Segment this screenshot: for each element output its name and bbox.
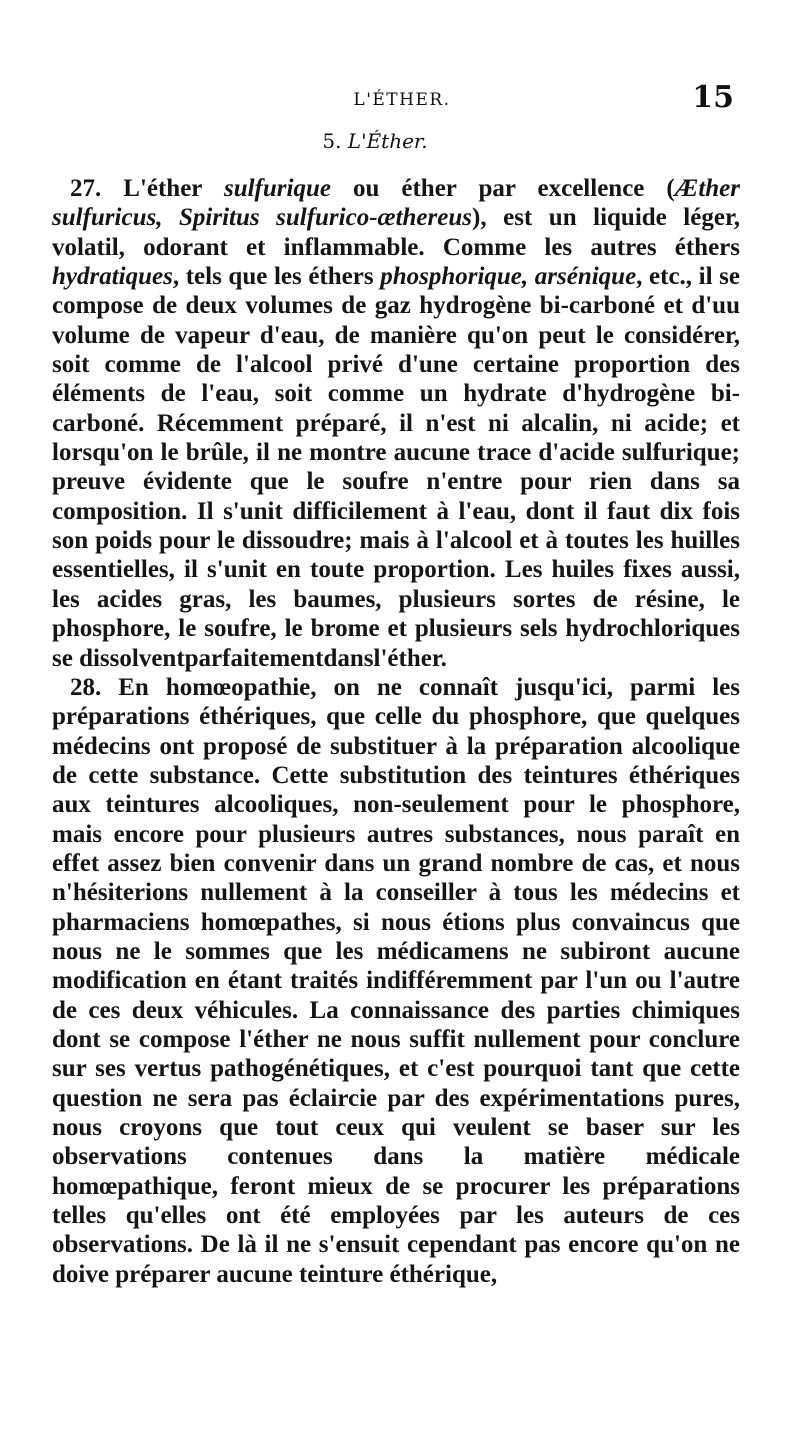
paragraph-text: En homœopathie, on ne connaît jusqu'ici, parmi les préparations éthériques, que celle du phosphore, que quelques médecins ont proposé de substituer à la préparation alcoolique de cette substance. Cette substitution des teintures éthériques aux teintures alcooliques, non-seulement pour le phosphore, mais encore pour plusieurs autres substances, nous paraît en effet assez bien convenir dans un grand nombre de cas, et nous n'hésiterions nullement à la conseiller à tous les médecins et pharmaciens homœpathes, si nous étions plus convaincus que nous ne le sommes que les médicamens ne subiront aucune modification en étant traités indifféremment par l'un ou l'autre de ces deux véhicules. La connaissance des parties chimiques dont se compose l'éther ne nous suffit nullement pour conclure sur ses vertus pathogénétiques, et c'est pourquoi tant que cette question ne sera pas éclaircie par des expérimentations pures, nous croyons que tout ceux qui veulent se baser sur les observations contenues dans la matière médicale homœpathique, feront mieux de se procurer les préparations telles qu'elles ont été employées par les auteurs de ces observations. De là il ne s'ensuit cependant pas encore qu'on ne doive préparer aucune teinture éthérique, — [52, 673, 741, 1288]
paragraph-number: 28. — [70, 673, 102, 701]
section-title: L'Éther. — [347, 129, 428, 153]
paragraph-27 — [52, 174, 740, 673]
italic-term: sulfurique — [223, 175, 331, 202]
paragraph-text: , etc., il se compose de deux volumes de gaz hydrogène bi-carboné et d'uu volume de vapeur d'eau, de manière qu'on peut le considérer, soit comme de l'alcool privé d'une certaine proportion des éléments de l'eau, soit comme un hydrate d'hydrogène bi-carboné. Récemment préparé, il n'est ni alcalin, ni acide; et lorsqu'on le brûle, il ne montre aucune trace d'acide sulfurique; preuve évidente que le soufre n'entre pour rien dans sa composition. Il s'unit difficilement à l'eau, dont il faut dix fois son poids pour le dissoudre; mais à l'alcool et à toutes les huilles essentielles, il s'unit en toute proportion. Les huiles fixes aussi, les acides gras, les baumes, plusieurs sortes de résine, le phosphore, le soufre, le brome et plusieurs sels hydrochloriques se dissolventparfaitementdansl'éther. — [52, 263, 740, 672]
paragraph-28 — [52, 673, 740, 1289]
section-heading — [0, 129, 800, 153]
paragraph-text: L'éther — [123, 175, 224, 202]
paragraph-text: , tels que les éthers — [172, 263, 381, 291]
italic-term: Æther sulfuricus, Spiritus sulfurico-æthereus — [52, 175, 741, 232]
running-head — [52, 80, 740, 118]
italic-term: phosphorique, arsénique — [380, 263, 637, 291]
section-number: 5. — [322, 129, 342, 153]
page-number: 15 — [692, 80, 734, 115]
body-text — [52, 174, 740, 1289]
running-title: L'ÉTHER. — [353, 90, 451, 110]
paragraph-text: ), est un liquide léger, volatil, odorant et inflammable. Comme les autres éthers — [52, 204, 740, 261]
paragraph-number: 27. — [70, 175, 102, 202]
paragraph-text: ou éther par excellence ( — [330, 175, 675, 202]
italic-term: hydratiques — [52, 263, 173, 291]
